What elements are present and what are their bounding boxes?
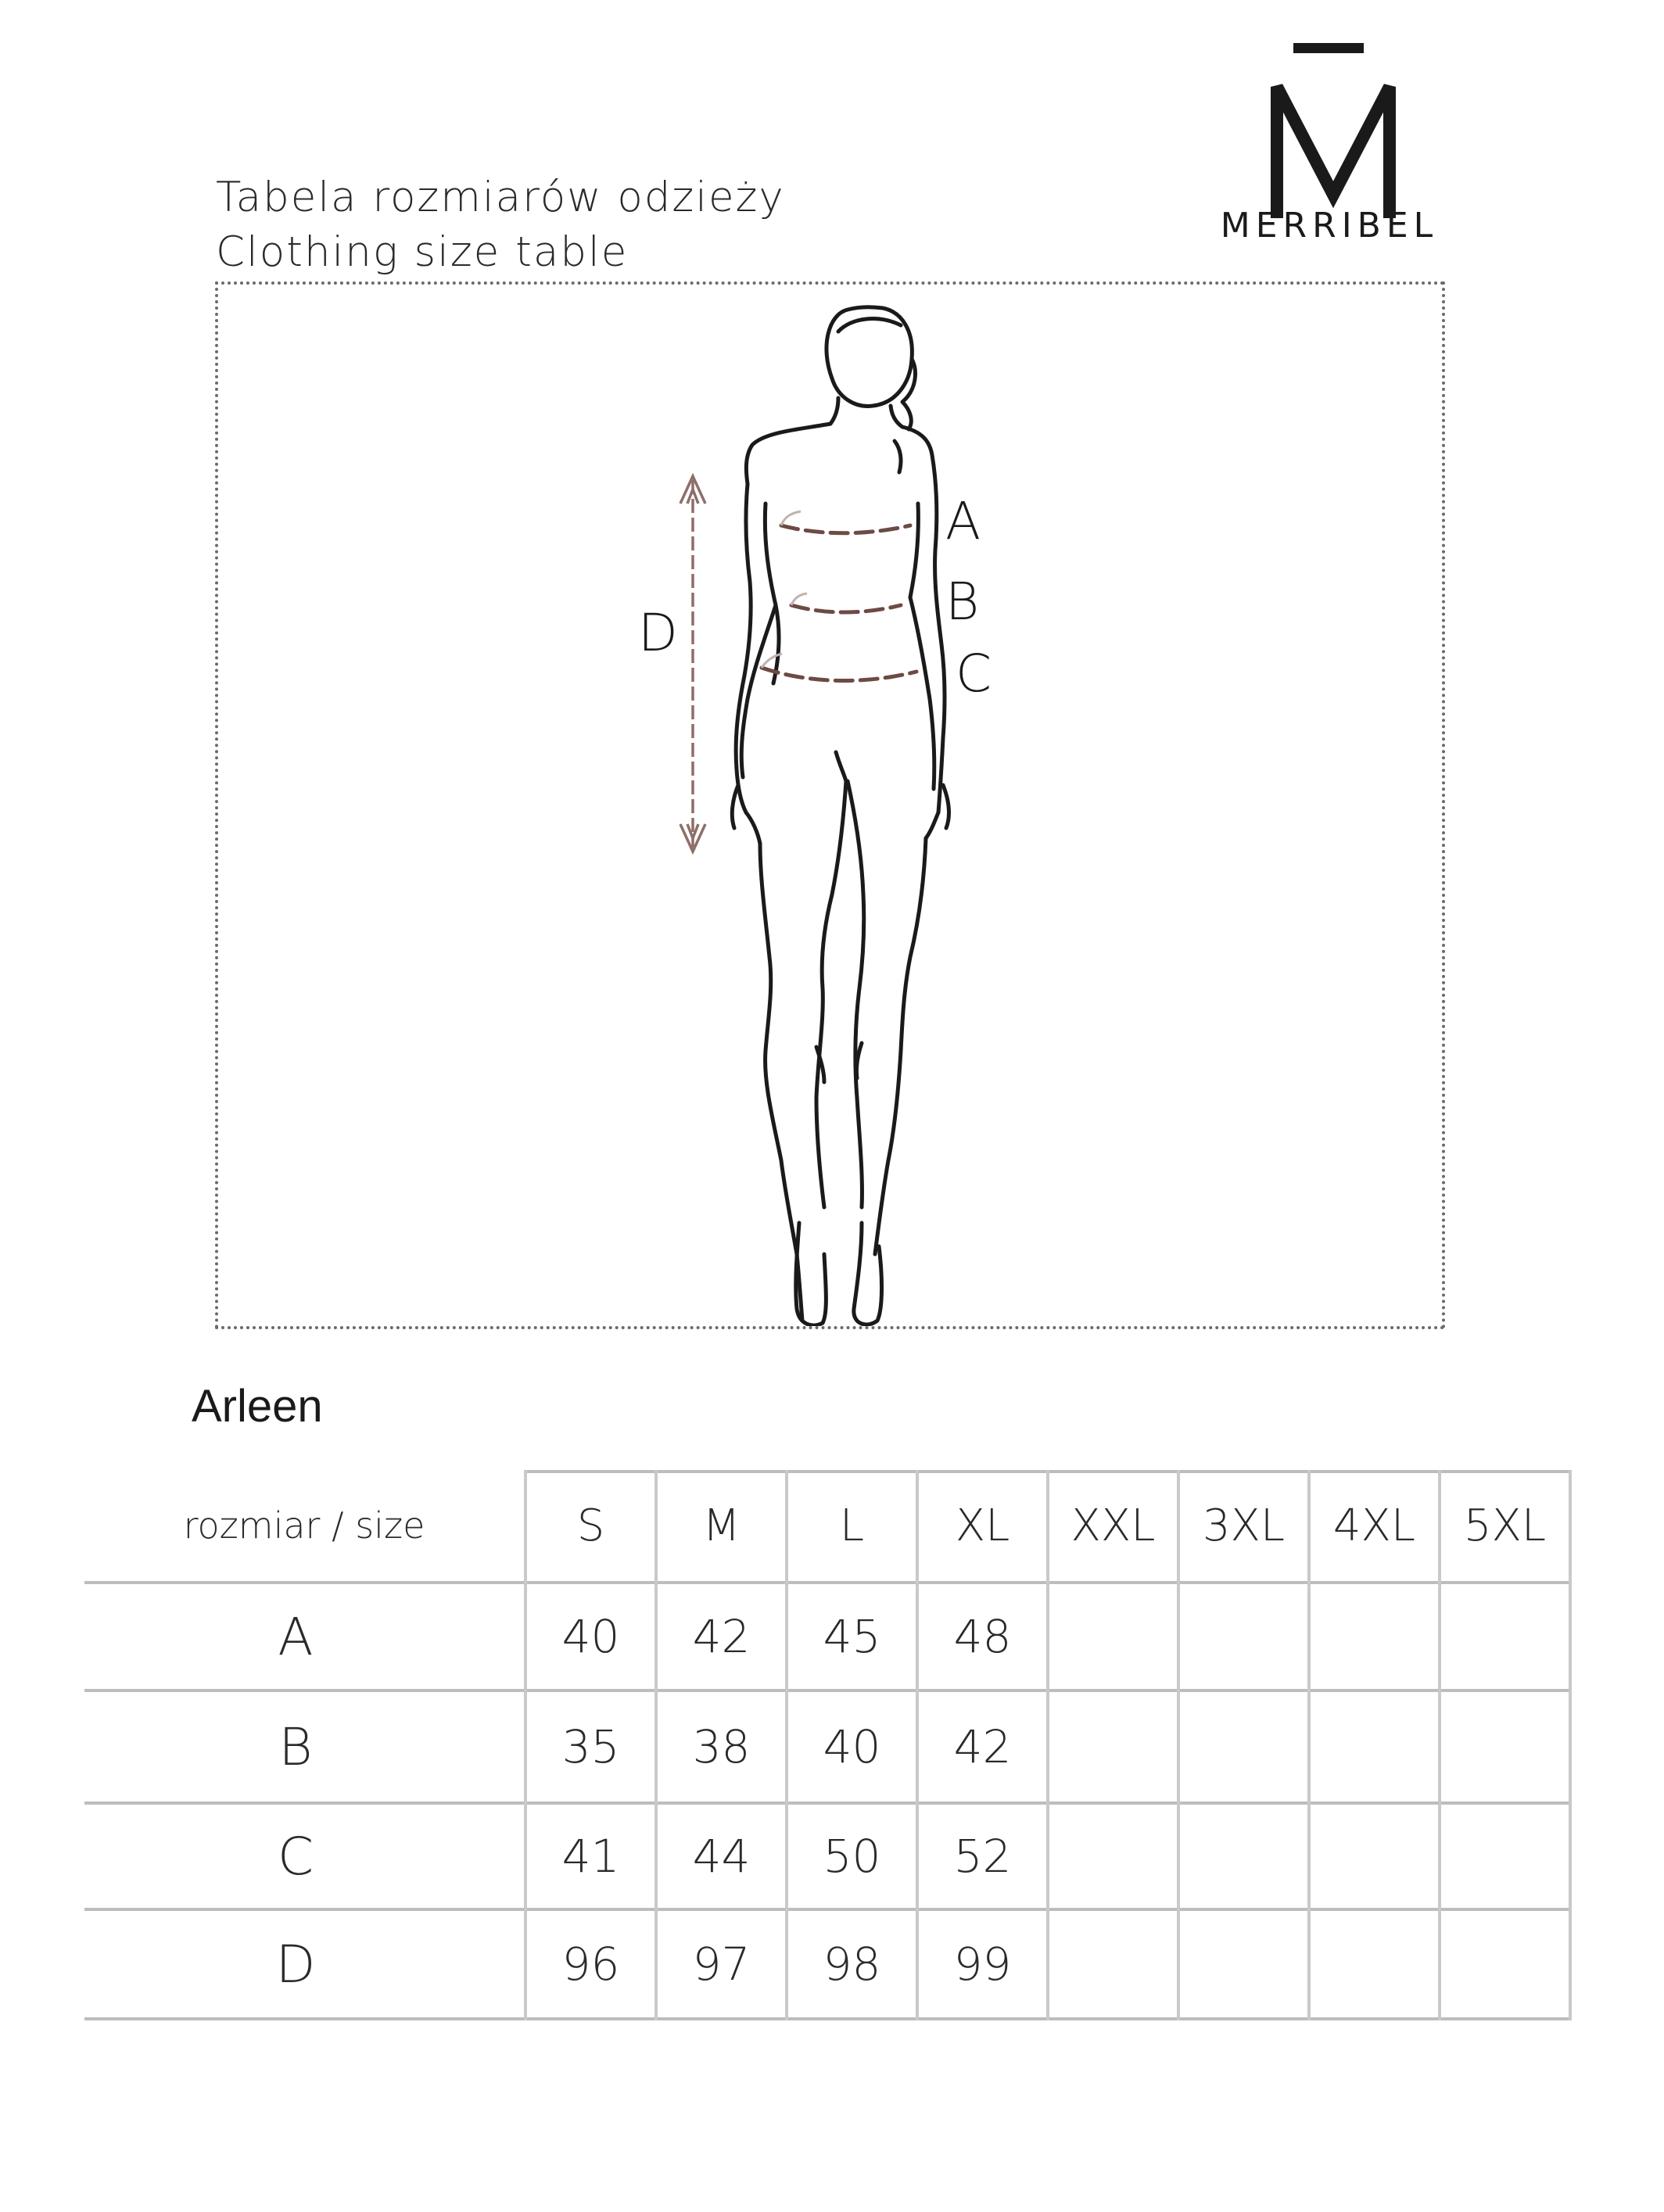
size-col-s: S	[576, 1500, 605, 1551]
table-cell: 48	[953, 1610, 1012, 1663]
size-col-xl: XL	[955, 1500, 1010, 1551]
table-line-bottom	[84, 2017, 1572, 2020]
figure-label-b: B	[945, 572, 980, 632]
table-cell: 40	[823, 1720, 881, 1773]
row-label-a: A	[278, 1606, 314, 1667]
size-col-3xl: 3XL	[1202, 1500, 1286, 1551]
figure-label-c: C	[956, 644, 992, 704]
size-col-5xl: 5XL	[1463, 1500, 1547, 1551]
table-cell: 44	[692, 1830, 751, 1883]
table-cell: 52	[953, 1830, 1012, 1883]
size-col-m: M	[702, 1500, 741, 1551]
row-label-d: D	[275, 1934, 316, 1995]
row-label-b: B	[278, 1716, 313, 1777]
size-table	[84, 1470, 1572, 2033]
row-label-c: C	[277, 1826, 314, 1887]
table-cell: 35	[561, 1720, 620, 1773]
product-name: Arleen	[192, 1381, 323, 1432]
size-col-xxl: XXL	[1070, 1500, 1156, 1551]
logo-bar	[1293, 43, 1364, 53]
table-cell: 38	[692, 1720, 751, 1773]
table-col-line	[1569, 1470, 1572, 2020]
logo-m-icon	[1271, 77, 1396, 226]
table-cell: 96	[561, 1938, 620, 1991]
table-cell: 42	[953, 1720, 1012, 1773]
table-cell: 99	[953, 1938, 1012, 1991]
table-cell: 45	[823, 1610, 881, 1663]
size-header-label: rozmiar / size	[183, 1504, 425, 1547]
title-english: Clothing size table	[216, 228, 629, 276]
logo-wordmark: MERRIBEL	[1220, 206, 1439, 246]
title-polish: Tabela rozmiarów odzieży	[216, 174, 785, 221]
figure-label-d: D	[638, 603, 678, 663]
body-figure-panel	[215, 281, 1445, 1329]
table-cell: 50	[823, 1830, 881, 1883]
table-cell: 40	[561, 1610, 620, 1663]
figure-label-a: A	[945, 491, 981, 551]
size-col-4xl: 4XL	[1332, 1500, 1416, 1551]
size-col-l: L	[839, 1500, 865, 1551]
table-cell: 97	[692, 1938, 751, 1991]
table-cell: 42	[692, 1610, 751, 1663]
body-silhouette-illustration	[218, 285, 1442, 1326]
merribel-logo	[1204, 43, 1454, 254]
table-cell: 98	[823, 1938, 881, 1991]
table-cell: 41	[561, 1830, 620, 1883]
